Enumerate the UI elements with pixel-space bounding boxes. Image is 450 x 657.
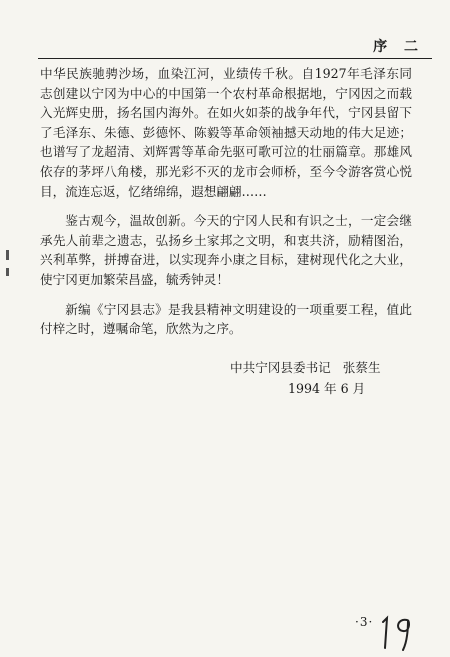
signer-name: 张蔡生 bbox=[342, 360, 381, 375]
paragraph-2: 鉴古观今，温故创新。今天的宁冈人民和有识之士，一定会继承先人前辈之遗志，弘扬乡土家邦之文明，和衷共济，励精图治，兴利革弊，拼搏奋进，以实现奔小康之目标，建树现代化之大业，使宁冈更加繁荣昌盛，毓秀钟灵！ bbox=[40, 213, 412, 287]
signer-title: 中共宁冈县委书记 bbox=[230, 360, 331, 375]
signature-block bbox=[230, 357, 381, 399]
page-number: ·3· bbox=[355, 615, 374, 629]
margin-mark bbox=[6, 250, 9, 260]
page-header-title: 序 二 bbox=[373, 39, 424, 55]
preface-body bbox=[40, 64, 412, 339]
paragraph-3: 新编《宁冈县志》是我县精神文明建设的一项重要工程，值此付梓之时，遵嘱命笔，欣然为之序。 bbox=[40, 301, 412, 337]
handwritten-page-mark bbox=[377, 614, 417, 652]
signature-line bbox=[230, 357, 381, 378]
signature-date: 1994 年 6 月 bbox=[288, 381, 366, 396]
margin-mark bbox=[6, 268, 9, 276]
paragraph-1: 中华民族驰骋沙场，血染江河，业绩传千秋。自1927年毛泽东同志创建以宁冈为中心的中国第一个农村革命根据地，宁冈因之而载入光辉史册，扬名国内海外。在如火如荼的战争年代，宁冈县留下了毛泽东、朱德、彭德怀、陈毅等革命领袖撼天动地的伟大足迹；也谱写了龙超清、刘辉霄等革命先驱可歌可泣的壮丽篇章。那雄风依存的茅坪八角楼，那光彩不灭的龙市会师桥，至今令游客赏心悦目，流连忘返，忆绪绵绵，遐想翩翩…… bbox=[40, 66, 412, 199]
header-divider bbox=[38, 58, 432, 59]
